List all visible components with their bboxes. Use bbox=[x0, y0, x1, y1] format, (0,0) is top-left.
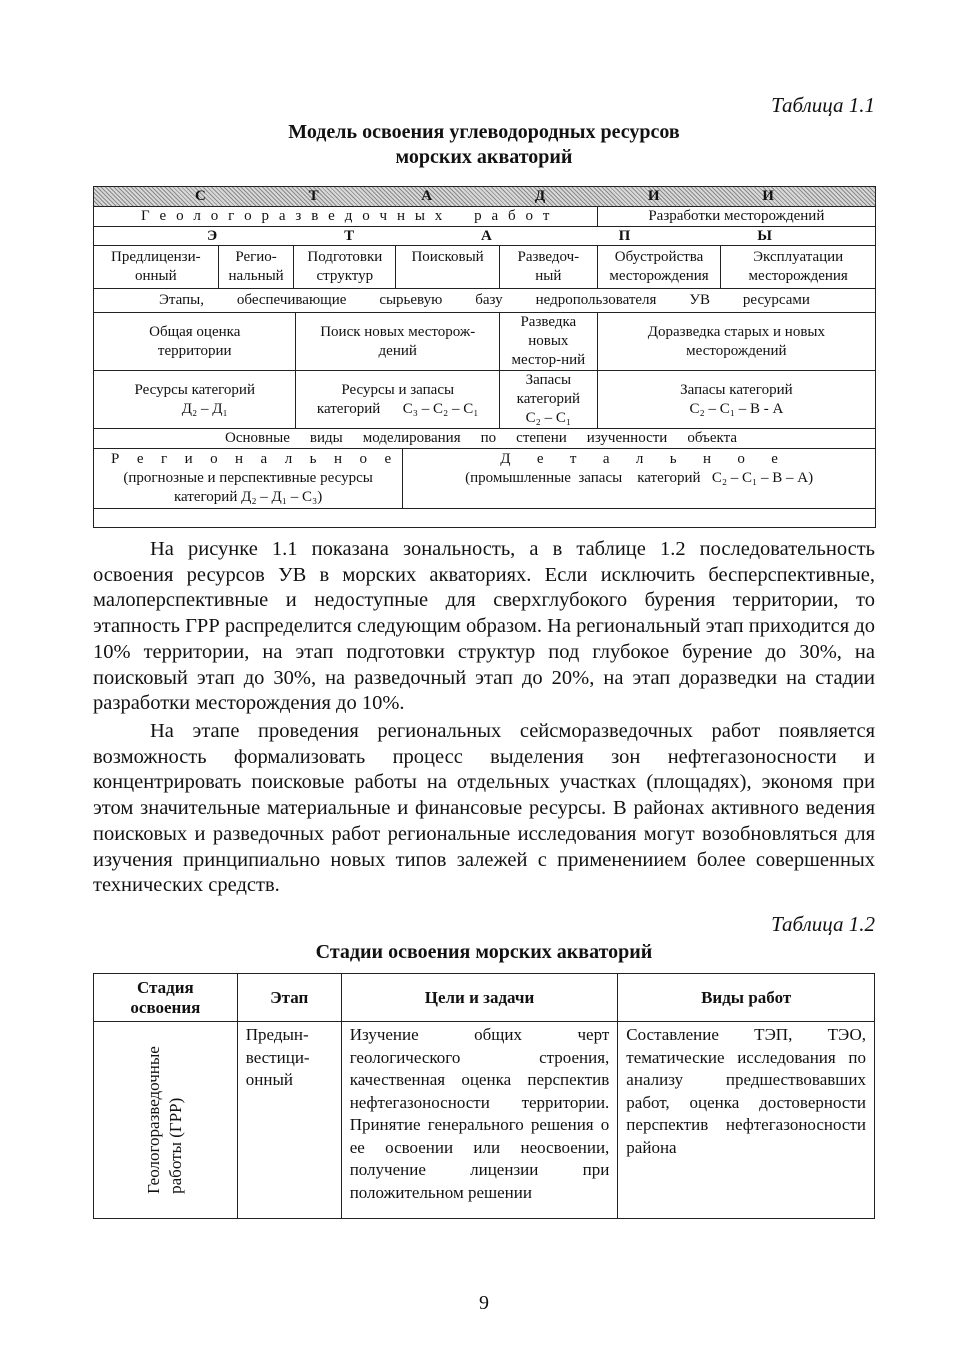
table2-title: Стадии освоения морских акваторий bbox=[315, 941, 653, 963]
exploration-letter: Г bbox=[141, 208, 150, 224]
resources-c-formula: категорий С₃ – С₂ – С₁ bbox=[316, 400, 479, 417]
detail-letter: е bbox=[771, 451, 778, 467]
regional-letter: о bbox=[359, 451, 367, 467]
modeling-word: изученности bbox=[586, 430, 668, 446]
support-word: ресурсами bbox=[742, 292, 810, 308]
support-row bbox=[94, 288, 875, 312]
stages-letter: Д bbox=[534, 188, 546, 204]
regional-title bbox=[97, 450, 399, 469]
etap-field-setup: Обустройства месторождения bbox=[597, 246, 721, 288]
resources-d-label: Ресурсы категорий bbox=[134, 381, 255, 398]
exploration-letter: н bbox=[396, 208, 405, 224]
task-new-fields-exploration: Разведка новых местор-ний bbox=[499, 313, 597, 370]
stage-grr: Геологоразведочные работы (ГРР) bbox=[144, 1046, 186, 1194]
regional-sub2: категорий Д₂ – Д₁ – С₃) bbox=[173, 489, 323, 505]
header-stage: Стадия освоения bbox=[94, 974, 238, 1022]
etap-predlicense: Предлицензи- онный bbox=[111, 249, 201, 284]
exploration-letter: ы bbox=[414, 208, 425, 224]
header-etap: Этап bbox=[237, 974, 341, 1022]
exploration-letter: е bbox=[159, 208, 167, 224]
resources-d2-d1 bbox=[94, 371, 295, 428]
development-model-table bbox=[93, 186, 876, 528]
detail-letter: ь bbox=[669, 451, 677, 467]
stages-letter: И bbox=[762, 188, 774, 204]
regional-letter: г bbox=[160, 451, 168, 467]
detail-letter: о bbox=[737, 451, 745, 467]
etapy-row bbox=[94, 245, 875, 288]
development-label: Разработки месторождений bbox=[597, 207, 875, 226]
regional-letter: и bbox=[184, 451, 193, 467]
support-word: Этапы, bbox=[159, 292, 204, 308]
support-word: базу bbox=[475, 292, 503, 308]
task-new-fields-search: Поиск новых месторож- дений bbox=[295, 313, 498, 370]
modeling-word: моделирования bbox=[362, 430, 461, 446]
regional-letter: н bbox=[235, 451, 244, 467]
modeling-word: объекта bbox=[687, 430, 737, 446]
regional-model bbox=[94, 449, 402, 508]
etapy-letters bbox=[97, 227, 872, 246]
table1-title-line1: Модель освоения углеводородных ресурсов bbox=[288, 121, 680, 143]
regional-letter: л bbox=[284, 451, 293, 467]
resources-row bbox=[94, 370, 875, 428]
reserves-c2-c1-b-a bbox=[597, 371, 875, 428]
modeling-row bbox=[94, 428, 875, 448]
detail-letter: н bbox=[702, 451, 711, 467]
regional-letter: е bbox=[136, 451, 144, 467]
etapy-letter: П bbox=[618, 227, 631, 244]
header-works: Виды работ bbox=[618, 974, 875, 1022]
detail-sub: (промышленные запасы категорий С₂ – С₁ – В – А) bbox=[465, 470, 814, 486]
exploration-letter: а bbox=[491, 208, 499, 224]
goals-cell: Изучение общих черт геологического строения, качественная оценка перспектив нефтегазоносности территории. Принятие генерального решения о ее освоении или неосвоении, получение лицензии при положительном решении bbox=[341, 1022, 618, 1219]
modeling-word: по bbox=[480, 430, 497, 446]
exploration-letter: х bbox=[434, 208, 443, 224]
reserves-c2-c1: Запасы категорий С₂ – С₁ bbox=[499, 371, 597, 428]
etapy-letter: Т bbox=[344, 227, 355, 244]
task-additional-exploration: Доразведка старых и новых месторождений bbox=[597, 313, 875, 370]
detail-letter: а bbox=[602, 451, 610, 467]
exploration-letter: о bbox=[244, 208, 252, 224]
stages-letter: С bbox=[195, 188, 206, 204]
etapy-header-row bbox=[94, 226, 875, 245]
exploration-letter: б bbox=[508, 208, 516, 224]
table1-title-line2: морских акваторий bbox=[395, 146, 573, 168]
exploration-letter: а bbox=[278, 208, 286, 224]
paragraph-1 bbox=[93, 537, 875, 717]
exploration-letter: ч bbox=[379, 208, 388, 224]
detail-letter: Д bbox=[500, 451, 511, 467]
exploration-letter: з bbox=[295, 208, 302, 224]
support-word: обеспечивающие bbox=[236, 292, 347, 308]
resources-c-label: Ресурсы и запасы bbox=[341, 381, 455, 398]
regional-letter: ь bbox=[309, 451, 317, 467]
exploration-letter: р bbox=[474, 208, 482, 224]
stage-cell bbox=[94, 1022, 238, 1219]
table2-caption: Таблица 1.2 bbox=[771, 912, 875, 936]
exploration-letter: д bbox=[344, 208, 353, 224]
stages-letters bbox=[97, 187, 872, 206]
works-row bbox=[94, 206, 875, 226]
exploration-letter: о bbox=[525, 208, 534, 224]
exploration-letter: т bbox=[542, 208, 550, 224]
resources-d-formula: Д₂ – Д₁ bbox=[181, 400, 228, 417]
stages-letter: А bbox=[421, 188, 433, 204]
stages-letter: Т bbox=[308, 188, 319, 204]
etap-exploration: Разведоч- ный bbox=[499, 246, 597, 288]
exploration-letter: е bbox=[328, 208, 335, 224]
task-general-assessment: Общая оценка территории bbox=[149, 323, 241, 359]
regional-sub1: (прогнозные и перспективные ресурсы bbox=[123, 470, 373, 486]
detail-model bbox=[402, 449, 875, 508]
exploration-letter: о bbox=[362, 208, 370, 224]
etapy-letter: Э bbox=[207, 227, 218, 244]
reserves-label: Запасы категорий bbox=[680, 381, 793, 398]
exploration-letter: р bbox=[261, 208, 270, 224]
empty-row bbox=[94, 508, 875, 527]
resources-c3-c2-c1 bbox=[295, 371, 498, 428]
header-goals: Цели и задачи bbox=[341, 974, 618, 1022]
exploration-works-label bbox=[97, 207, 594, 226]
paragraph-1-text: На рисунке 1.1 показана зональность, а в таблице 1.2 последовательность освоения ресурсов УВ в морских акваториях. Если исключить бесперспективные, малоперспективные и недоступные для сверхглубокого бурения территории, то этапность ГРР распределится следующим образом. На региональный этап приходится до 10% территории, на этап подготовки структур под глубокое бурение до 30%, на поисковый этап до 30%, на разведочный этап до 20%, на этап доразведки на стадии разработки месторождения до 10%. bbox=[93, 538, 875, 715]
stages-letter: И bbox=[647, 188, 660, 204]
etapy-letter: А bbox=[480, 227, 492, 244]
regional-letter: а bbox=[260, 451, 268, 467]
detail-letter: л bbox=[635, 451, 644, 467]
support-word: УВ bbox=[689, 292, 710, 308]
modeling-word: степени bbox=[516, 430, 567, 446]
stages-header-row bbox=[94, 187, 875, 206]
page-number: 9 bbox=[479, 1292, 489, 1314]
etapy-letter: Ы bbox=[757, 227, 772, 244]
paragraph-2 bbox=[93, 719, 875, 899]
table-header-row bbox=[94, 974, 875, 1022]
exploration-letter: г bbox=[228, 208, 235, 224]
exploration-letter: л bbox=[193, 208, 201, 224]
table1-caption: Таблица 1.1 bbox=[771, 93, 875, 117]
regional-letter: н bbox=[333, 451, 342, 467]
support-word: сырьевую bbox=[379, 292, 443, 308]
modeling-word: Основные bbox=[225, 430, 290, 446]
detail-letter: е bbox=[536, 451, 544, 467]
table1-title bbox=[93, 120, 875, 170]
paragraph-2-text: На этапе проведения региональных сейсморазведочных работ появляется возможность формализовать процесс выделения зон нефтегазоносности и концентрировать поисковые работы на отдельных участках (площадях), экономя при этом значительные материальные и финансовые ресурсы. В районах активного ведения поисковых и разведочных работ региональные исследования могут возобновляться для изучения принципиально новых типов залежей с применениием более совершенных технических средств. bbox=[93, 720, 875, 897]
regional-letter: е bbox=[384, 451, 392, 467]
modeling-text bbox=[97, 429, 872, 448]
etap-cell: Предын- вестици- онный bbox=[237, 1022, 341, 1219]
etap-field-operation: Эксплуатации месторождения bbox=[720, 246, 875, 288]
tasks-row bbox=[94, 312, 875, 370]
works-cell: Составление ТЭП, ТЭО, тематические исследования по анализу предшествовавших работ, оценка достоверности перспектив нефтегазоносности района bbox=[618, 1022, 875, 1219]
table-row bbox=[94, 1022, 875, 1219]
regional-letter: Р bbox=[111, 451, 120, 467]
detail-letter: т bbox=[569, 451, 577, 467]
etap-regional: Регио- нальный bbox=[218, 246, 294, 288]
stages-table bbox=[93, 973, 875, 1219]
exploration-letter: в bbox=[311, 208, 319, 224]
regional-letter: о bbox=[210, 451, 218, 467]
etap-search: Поисковый bbox=[395, 246, 499, 288]
etap-structure-prep: Подготовки структур bbox=[293, 246, 395, 288]
detail-title bbox=[406, 450, 872, 469]
support-text bbox=[97, 291, 872, 310]
exploration-letter: о bbox=[210, 208, 219, 224]
modeling-word: виды bbox=[309, 430, 343, 446]
exploration-letter: о bbox=[176, 208, 184, 224]
reserves-formula: С₂ – С₁ – В - А bbox=[689, 400, 784, 417]
support-word: недропользователя bbox=[535, 292, 657, 308]
modeling-types-row bbox=[94, 448, 875, 508]
